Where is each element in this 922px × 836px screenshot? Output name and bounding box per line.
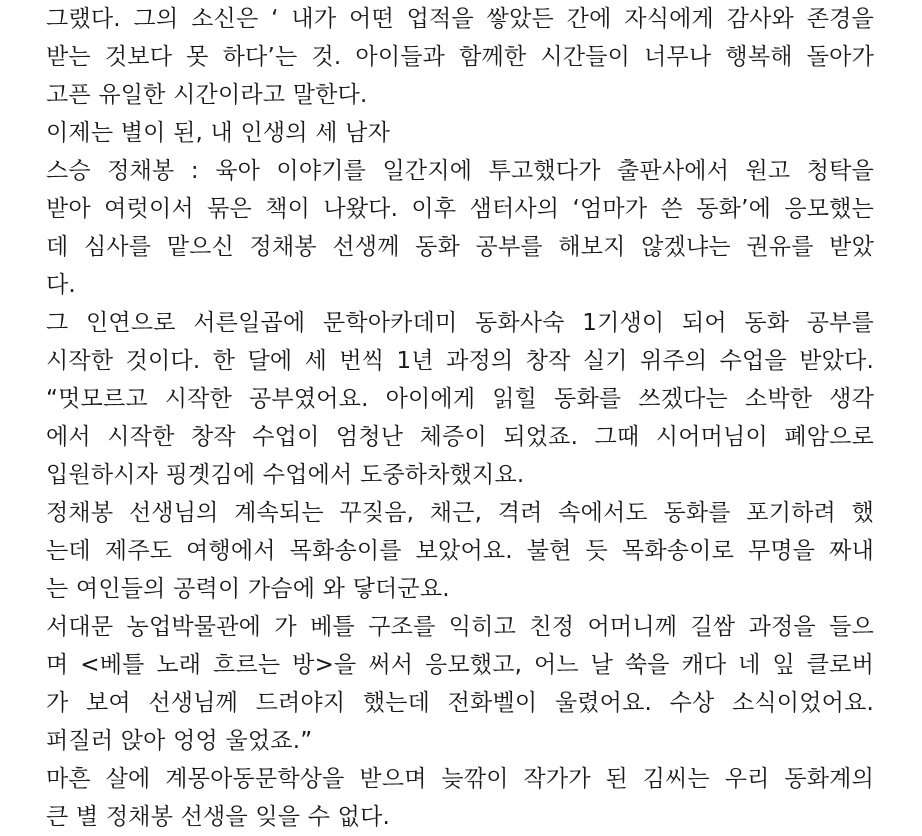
text-line: 가 보여 선생님께 드려야지 했는데 전화벨이 울렸어요. 수상 소식이었어요. [46,690,874,716]
text-line: 에서 시작한 창작 수업이 엄청난 체증이 되었죠. 그때 시어머님이 폐암으로 [46,424,874,450]
text-line: 정채봉 선생님의 계속되는 꾸짖음, 채근, 격려 속에서도 동화를 포기하려 했 [46,500,874,526]
text-line: 입원하시자 핑곗김에 수업에서 도중하차했지요. [46,462,525,488]
text-line: 받는 것보다 못 하다’는 것. 아이들과 함께한 시간들이 너무나 행복해 돌아가 [46,44,874,70]
section-heading: 이제는 별이 된, 내 인생의 세 남자 [46,120,391,146]
text-line: 서대문 농업박물관에 가 베틀 구조를 익히고 친정 어머니께 길쌈 과정을 들으 [46,614,874,640]
document-body [46,0,874,836]
text-line: 데 심사를 맡으신 정채봉 선생께 동화 공부를 해보지 않겠냐는 권유를 받았 [46,234,874,260]
text-line: 퍼질러 앉아 엉엉 울었죠.” [46,728,313,754]
text-line: 시작한 것이다. 한 달에 세 번씩 1년 과정의 창작 실기 위주의 수업을 받았다. [46,348,874,374]
text-line: 는데 제주도 여행에서 목화송이를 보았어요. 불현 듯 목화송이로 무명을 짜내 [46,538,874,564]
text-line: 큰 별 정채봉 선생을 잊을 수 없다. [46,804,391,830]
text-line: 는 여인들의 공력이 가슴에 와 닿더군요. [46,576,450,602]
text-line: “멋모르고 시작한 공부였어요. 아이에게 읽힐 동화를 쓰겠다는 소박한 생각 [46,386,874,412]
text-line: 마흔 살에 계몽아동문학상을 받으며 늦깎이 작가가 된 김씨는 우리 동화계의 [46,766,874,792]
text-line: 다. [46,272,76,298]
text-line: 고픈 유일한 시간이라고 말한다. [46,82,368,108]
text-line: 그랬다. 그의 소신은 ‘ 내가 어떤 업적을 쌓았든 간에 자식에게 감사와 존경을 [46,6,874,32]
text-line: 스승 정채봉 : 육아 이야기를 일간지에 투고했다가 출판사에서 원고 청탁을 [46,158,874,184]
text-line: 받아 여럿이서 묶은 책이 나왔다. 이후 샘터사의 ‘엄마가 쓴 동화’에 응모했는 [46,196,874,222]
text-line: 그 인연으로 서른일곱에 문학아카데미 동화사숙 1기생이 되어 동화 공부를 [46,310,874,336]
text-line: 며 <베틀 노래 흐르는 방>을 써서 응모했고, 어느 날 쑥을 캐다 네 잎 클로버 [46,652,874,678]
